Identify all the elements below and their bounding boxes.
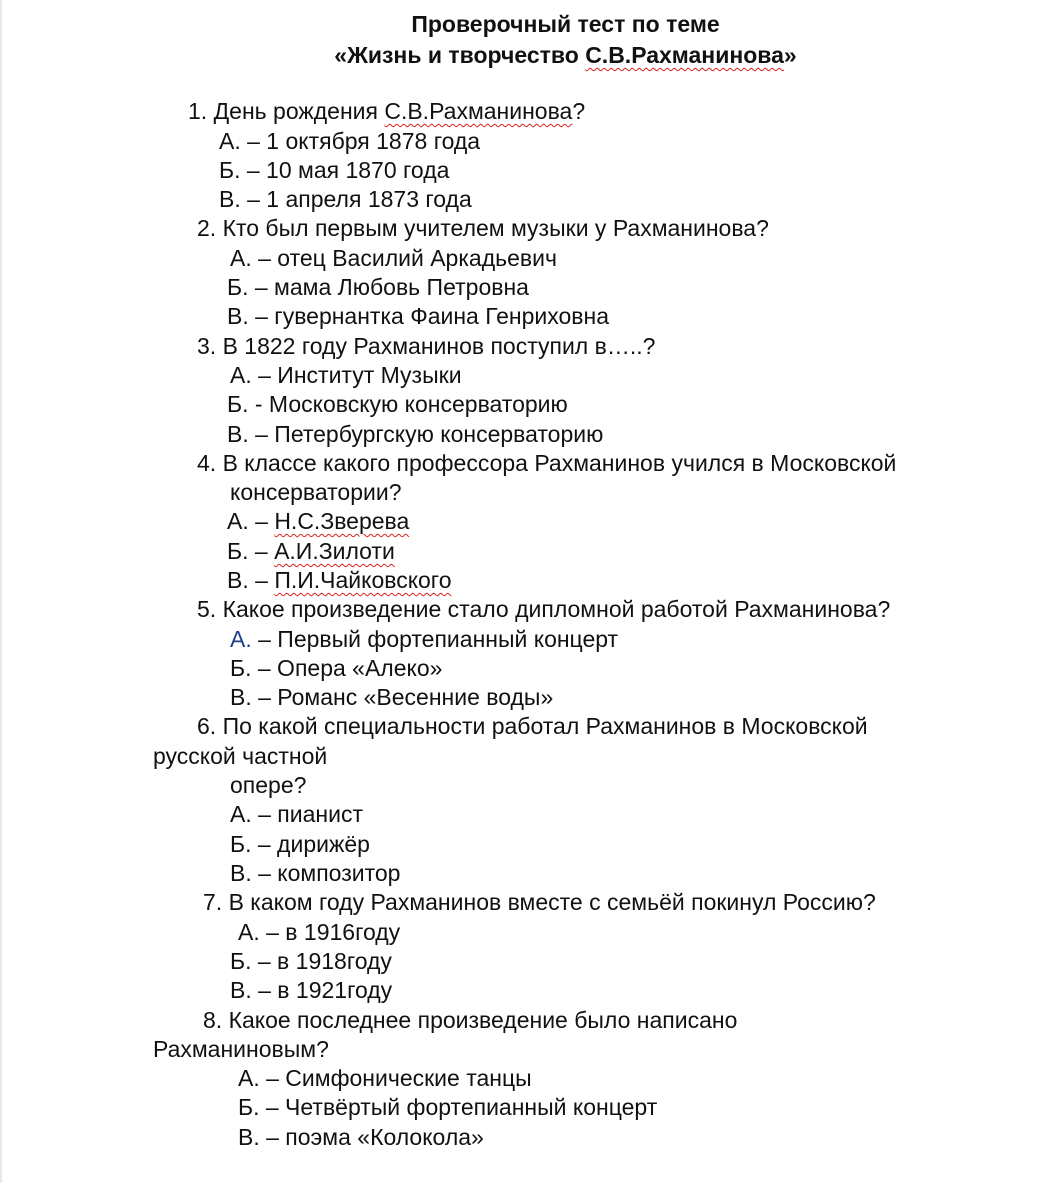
- answer-4a-prefix: А. –: [227, 508, 275, 534]
- answer-7b: Б. – в 1918году: [230, 948, 392, 974]
- title-line-2: [0, 40, 1061, 70]
- answer-3a: А. – Институт Музыки: [230, 362, 462, 388]
- question-2: [197, 214, 769, 243]
- answer-1a: А. – 1 октября 1878 года: [219, 128, 481, 154]
- answer-2a: А. – отец Василий Аркадьевич: [230, 245, 557, 271]
- answer-4a-name: Н.С.Зверева: [274, 508, 410, 534]
- question-4-text-line1: В классе какого профессора Рахманинов учился в Московской: [222, 450, 897, 476]
- title-name: С.В.Рахманинова: [585, 42, 784, 68]
- answer-4b: [227, 537, 395, 566]
- answer-5a-text: – Первый фортепианный концерт: [251, 626, 619, 652]
- answer-3b: Б. - Московскую консерваторию: [227, 391, 568, 417]
- answer-6c: В. – композитор: [230, 860, 401, 886]
- question-8-line-2: Рахманиновым?: [153, 1036, 329, 1062]
- answer-5a-letter: А.: [230, 626, 252, 652]
- question-7: [203, 888, 876, 917]
- answer-4c: [227, 566, 451, 595]
- question-1-text-prefix: День рождения: [213, 98, 385, 124]
- answer-6a: А. – пианист: [230, 801, 363, 827]
- answer-5a: [230, 625, 618, 654]
- answer-8c: В. – поэма «Колокола»: [238, 1124, 484, 1150]
- question-2-text: Кто был первым учителем музыки у Рахманинова?: [222, 215, 769, 241]
- page-edge-divider: [0, 0, 2, 1183]
- question-1-text-name: С.В.Рахманинова: [384, 98, 573, 124]
- question-6: [197, 712, 868, 741]
- question-7-text: В каком году Рахманинов вместе с семьёй покинул Россию?: [228, 889, 876, 915]
- question-8-number: 8.: [203, 1007, 223, 1033]
- answer-2c: В. – гувернантка Фаина Генриховна: [227, 303, 610, 329]
- answer-1c: В. – 1 апреля 1873 года: [219, 186, 472, 212]
- question-5-number: 5.: [197, 596, 217, 622]
- answer-2b: Б. – мама Любовь Петровна: [227, 274, 529, 300]
- answer-1b: Б. – 10 мая 1870 года: [219, 157, 450, 183]
- question-8-text-line1: Какое последнее произведение было написано: [228, 1007, 738, 1033]
- question-6-text-line1: По какой специальности работал Рахманинов в Московской: [222, 713, 868, 739]
- answer-7c: В. – в 1921году: [230, 977, 393, 1003]
- question-6-line-2: русской частной: [153, 743, 328, 769]
- question-5: [197, 595, 890, 624]
- question-7-number: 7.: [203, 889, 223, 915]
- question-1-number: 1.: [188, 98, 208, 124]
- question-6-number: 6.: [197, 713, 217, 739]
- title-prefix: «Жизнь и творчество: [334, 42, 586, 68]
- answer-8a: А. – Симфонические танцы: [238, 1065, 532, 1091]
- answer-4c-name: П.И.Чайковского: [274, 567, 452, 593]
- question-4-line-2: консерватории?: [230, 479, 402, 505]
- answer-4a: [227, 507, 409, 536]
- question-4: [197, 449, 896, 478]
- answer-3c: В. – Петербургскую консерваторию: [227, 421, 604, 447]
- title-line-1: Проверочный тест по теме: [411, 11, 720, 37]
- question-3-number: 3.: [197, 333, 217, 359]
- question-3: [197, 332, 655, 361]
- answer-5c: В. – Романс «Весенние воды»: [230, 684, 554, 710]
- answer-6b: Б. – дирижёр: [230, 831, 370, 857]
- question-1: [188, 97, 585, 126]
- question-4-number: 4.: [197, 450, 217, 476]
- question-1-text-suffix: ?: [572, 98, 586, 124]
- answer-4b-name: А.И.Зилоти: [274, 538, 395, 564]
- answer-5b: Б. – Опера «Алеко»: [230, 655, 443, 681]
- question-2-number: 2.: [197, 215, 217, 241]
- question-3-text: В 1822 году Рахманинов поступил в…..?: [222, 333, 656, 359]
- title-suffix: »: [783, 42, 797, 68]
- answer-7a: А. – в 1916году: [238, 919, 401, 945]
- question-5-text: Какое произведение стало дипломной работой Рахманинова?: [222, 596, 891, 622]
- question-6-line-3: опере?: [230, 772, 307, 798]
- answer-4c-prefix: В. –: [227, 567, 275, 593]
- answer-8b: Б. – Четвёртый фортепианный концерт: [238, 1094, 658, 1120]
- answer-4b-prefix: Б. –: [227, 538, 275, 564]
- question-8: [203, 1006, 737, 1035]
